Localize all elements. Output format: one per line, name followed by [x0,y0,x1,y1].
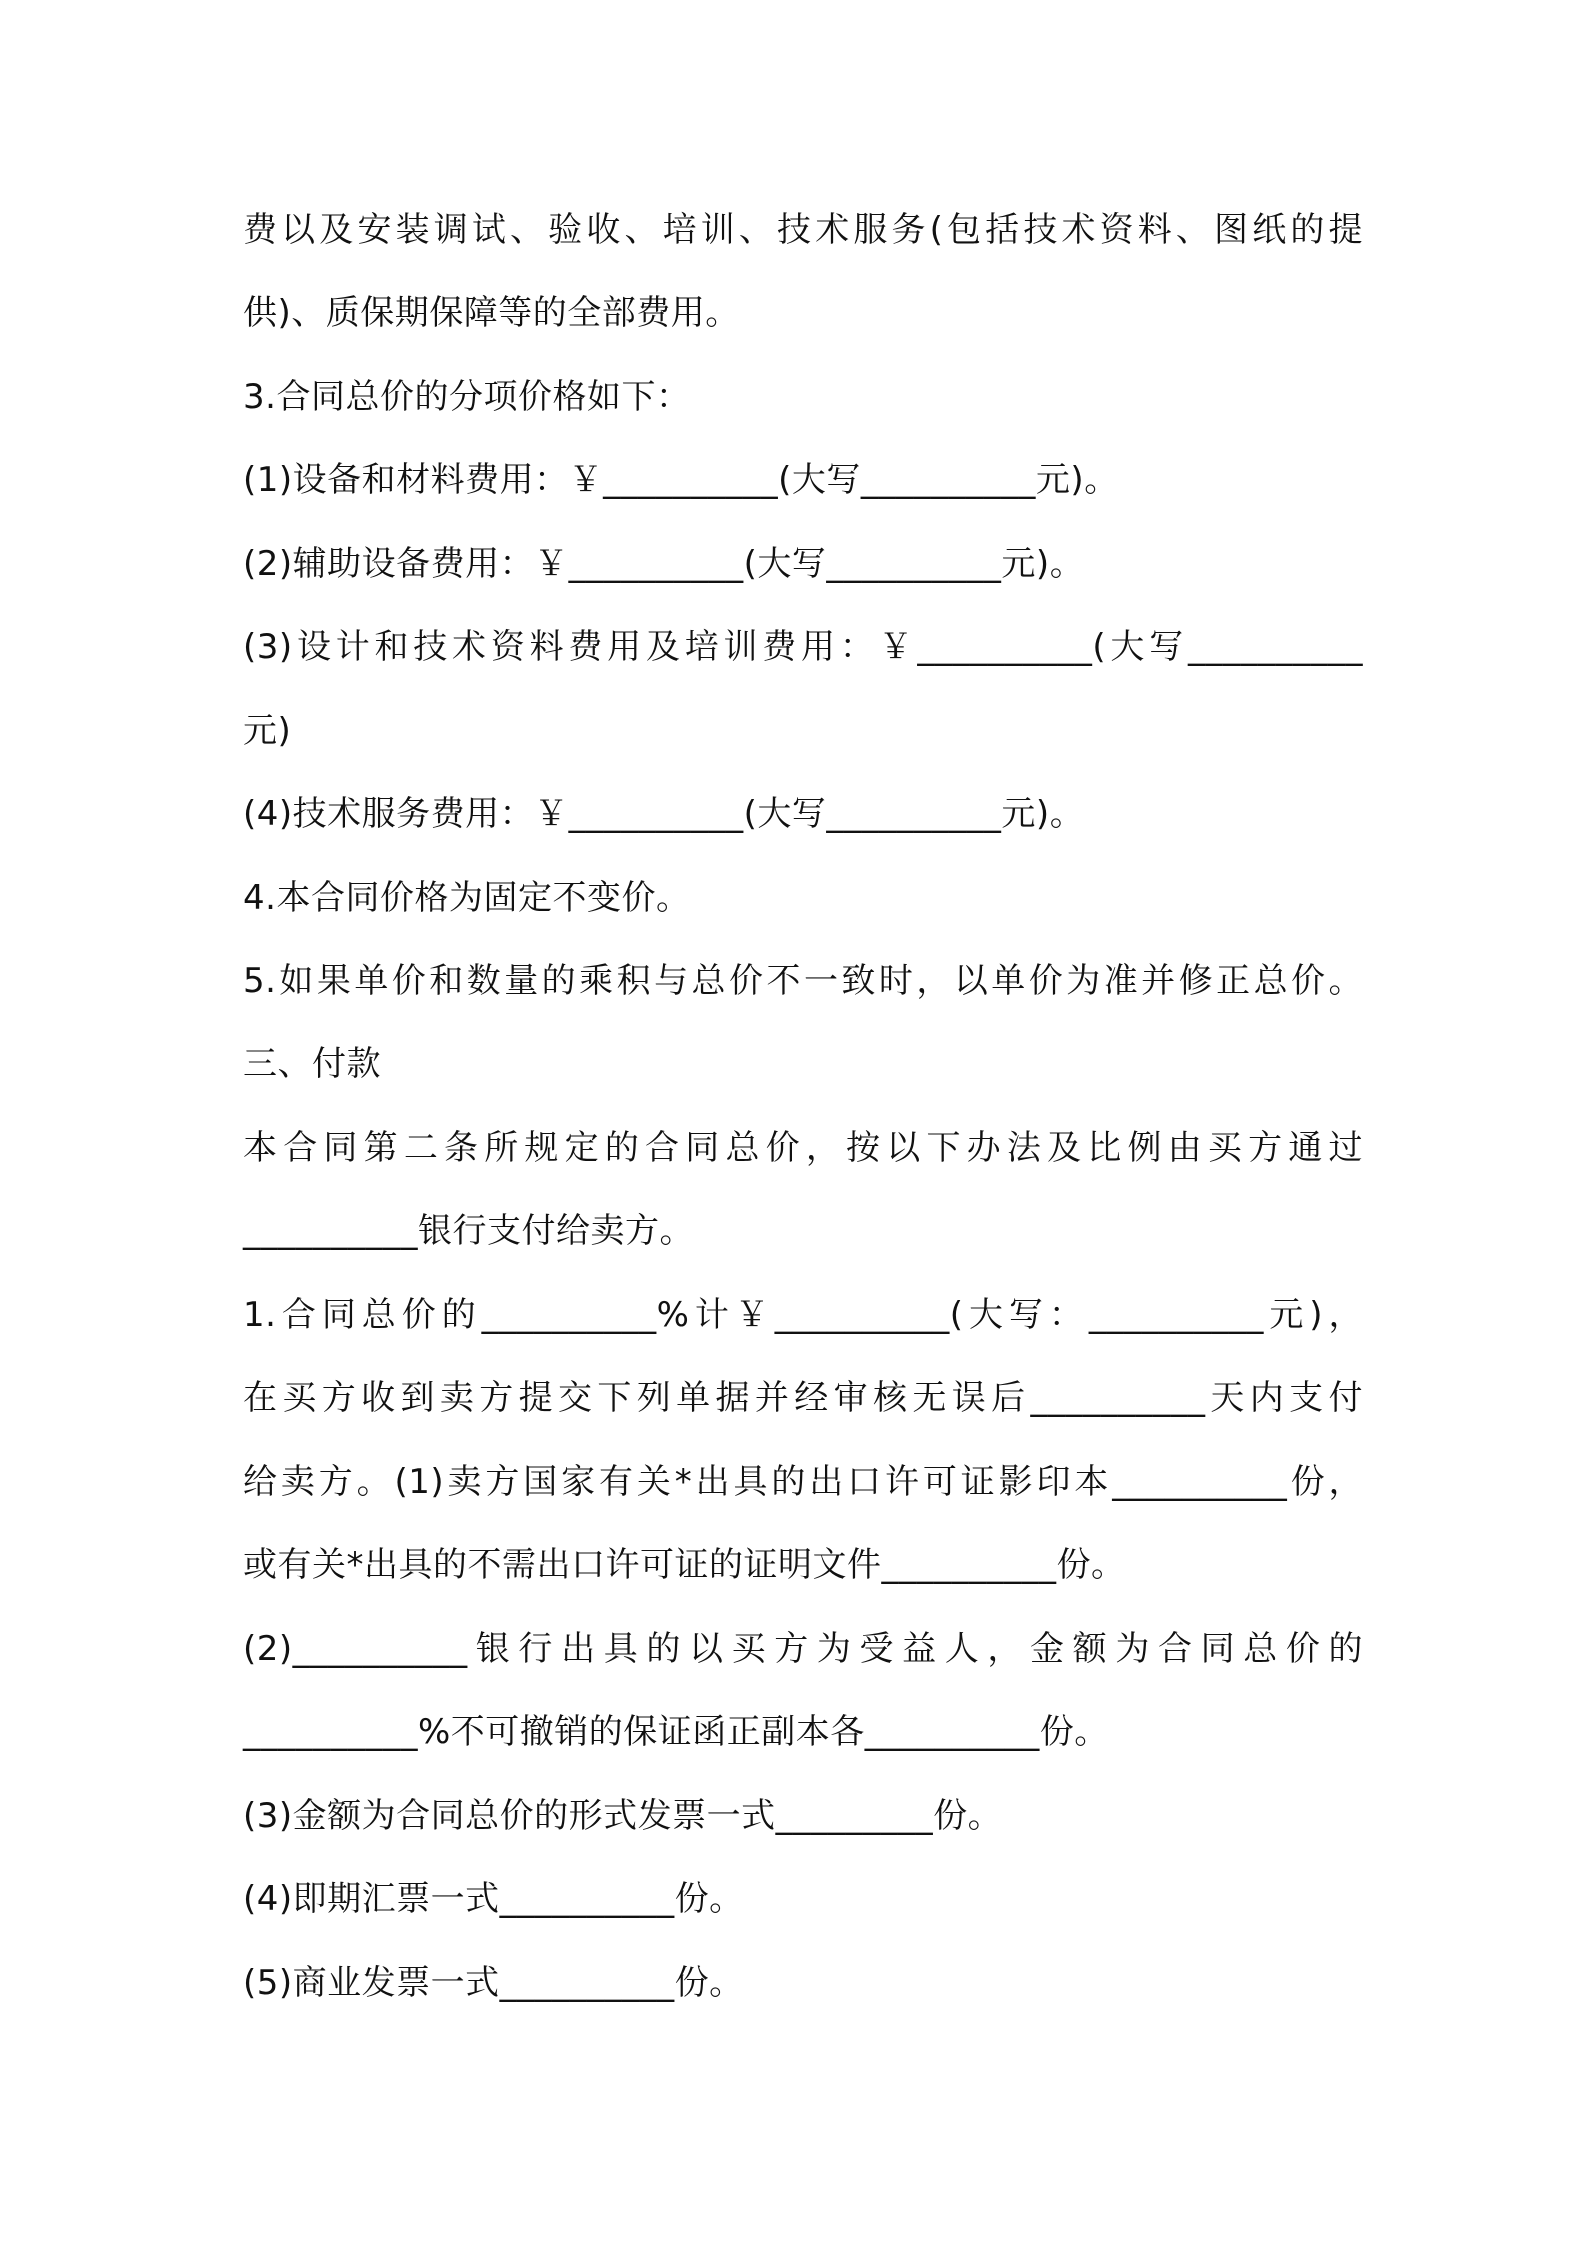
text-line: 1.合同总价的__________%计￥__________(大写：__________元)， [243,1295,1363,1335]
text-line: (3)设计和技术资料费用及培训费用：￥__________(大写__________ [243,627,1363,667]
text-line: 本合同第二条所规定的合同总价，按以下办法及比例由买方通过 [243,1128,1363,1168]
text-line: (2)__________银行出具的以买方为受益人，金额为合同总价的 [243,1629,1363,1669]
text-line: 给卖方。(1)卖方国家有关*出具的出口许可证影印本__________份， [243,1462,1363,1502]
text-line: 费以及安装调试、验收、培训、技术服务(包括技术资料、图纸的提 [243,210,1363,250]
text-line: (5)商业发票一式__________份。 [243,1963,744,2003]
text-line: (1)设备和材料费用：￥__________(大写__________元)。 [243,460,1119,500]
text-line: 3.合同总价的分项价格如下： [243,377,691,417]
text-line: __________银行支付给卖方。 [243,1211,694,1251]
text-line: 供)、质保期保障等的全部费用。 [243,293,740,333]
text-line: 或有关*出具的不需出口许可证的证明文件__________份。 [243,1545,1126,1585]
section-heading: 三、付款 [243,1044,381,1084]
text-line: 4.本合同价格为固定不变价。 [243,878,691,918]
text-line: __________%不可撤销的保证函正副本各__________份。 [243,1712,1109,1752]
text-line: 5.如果单价和数量的乘积与总价不一致时，以单价为准并修正总价。 [243,961,1363,1001]
text-line: 在买方收到卖方提交下列单据并经审核无误后__________天内支付 [243,1378,1363,1418]
text-line: (3)金额为合同总价的形式发票一式_________份。 [243,1796,1003,1836]
text-line: (4)技术服务费用：￥__________(大写__________元)。 [243,794,1085,834]
text-line: (2)辅助设备费用：￥__________(大写__________元)。 [243,544,1085,584]
text-line: 元) [243,711,292,751]
text-line: (4)即期汇票一式__________份。 [243,1879,744,1919]
